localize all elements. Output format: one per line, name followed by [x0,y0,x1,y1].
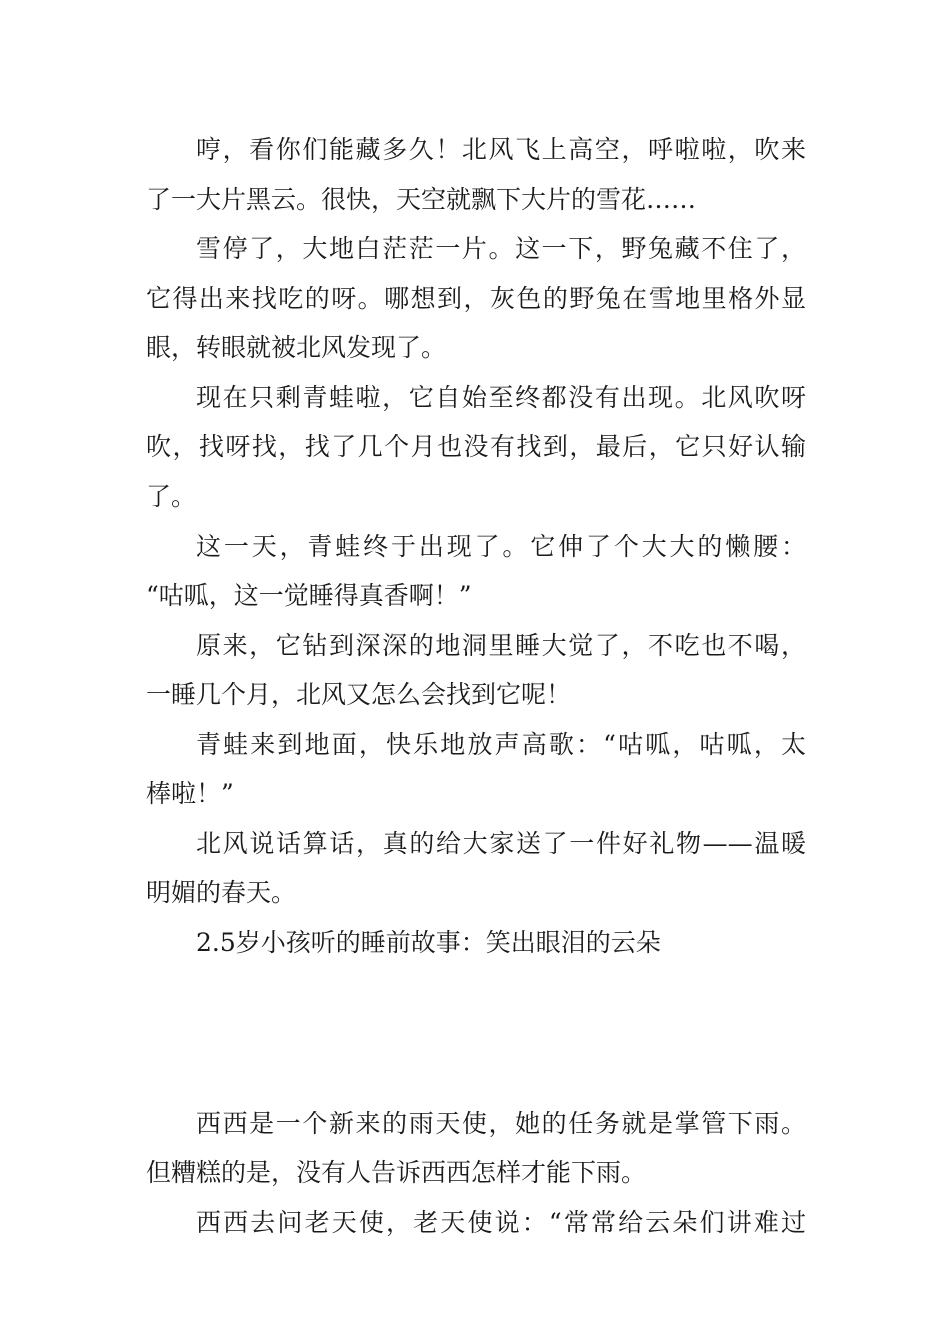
paragraph-4-line-1: 这一天，青蛙终于出现了。它伸了个大大的懒腰： [196,532,806,561]
paragraph-7-line-1: 北风说话算话，真的给大家送了一件好礼物——温暖 [196,829,806,858]
story-heading: 2.5岁小孩听的睡前故事：笑出眼泪的云朵 [196,928,661,957]
paragraph-3-line-1: 现在只剩青蛙啦，它自始至终都没有出现。北风吹呀 [196,383,806,412]
paragraph-1-line-1: 哼，看你们能藏多久！北风飞上高空，呼啦啦，吹来 [196,135,806,164]
paragraph-5-line-1: 原来，它钻到深深的地洞里睡大觉了，不吃也不喝， [196,631,806,660]
paragraph-2-line-3: 眼，转眼就被北风发现了。 [146,333,447,362]
paragraph-1-line-2: 了一大片黑云。很快，天空就飘下大片的雪花…… [146,185,697,214]
story2-paragraph-1-line-2: 但糟糕的是，没有人告诉西西怎样才能下雨。 [146,1158,647,1187]
paragraph-4-line-2: “咕呱，这一觉睡得真香啊！” [146,581,472,610]
paragraph-6-line-1: 青蛙来到地面，快乐地放声高歌：“咕呱，咕呱，太 [196,730,806,759]
paragraph-6-line-2: 棒啦！” [146,779,234,808]
paragraph-2-line-1: 雪停了，大地白茫茫一片。这一下，野兔藏不住了， [196,234,806,263]
paragraph-3-line-2: 吹，找呀找，找了几个月也没有找到，最后，它只好认输 [146,432,806,461]
story2-paragraph-1-line-1: 西西是一个新来的雨天使，她的任务就是掌管下雨。 [196,1109,806,1138]
story2-paragraph-2-line-1: 西西去问老天使，老天使说：“常常给云朵们讲难过 [196,1208,806,1237]
paragraph-7-line-2: 明媚的春天。 [146,878,297,907]
paragraph-5-line-2: 一睡几个月，北风又怎么会找到它呢！ [146,680,572,709]
paragraph-2-line-2: 它得出来找吃的呀。哪想到，灰色的野兔在雪地里格外显 [146,284,806,313]
paragraph-3-line-3: 了。 [146,482,197,511]
